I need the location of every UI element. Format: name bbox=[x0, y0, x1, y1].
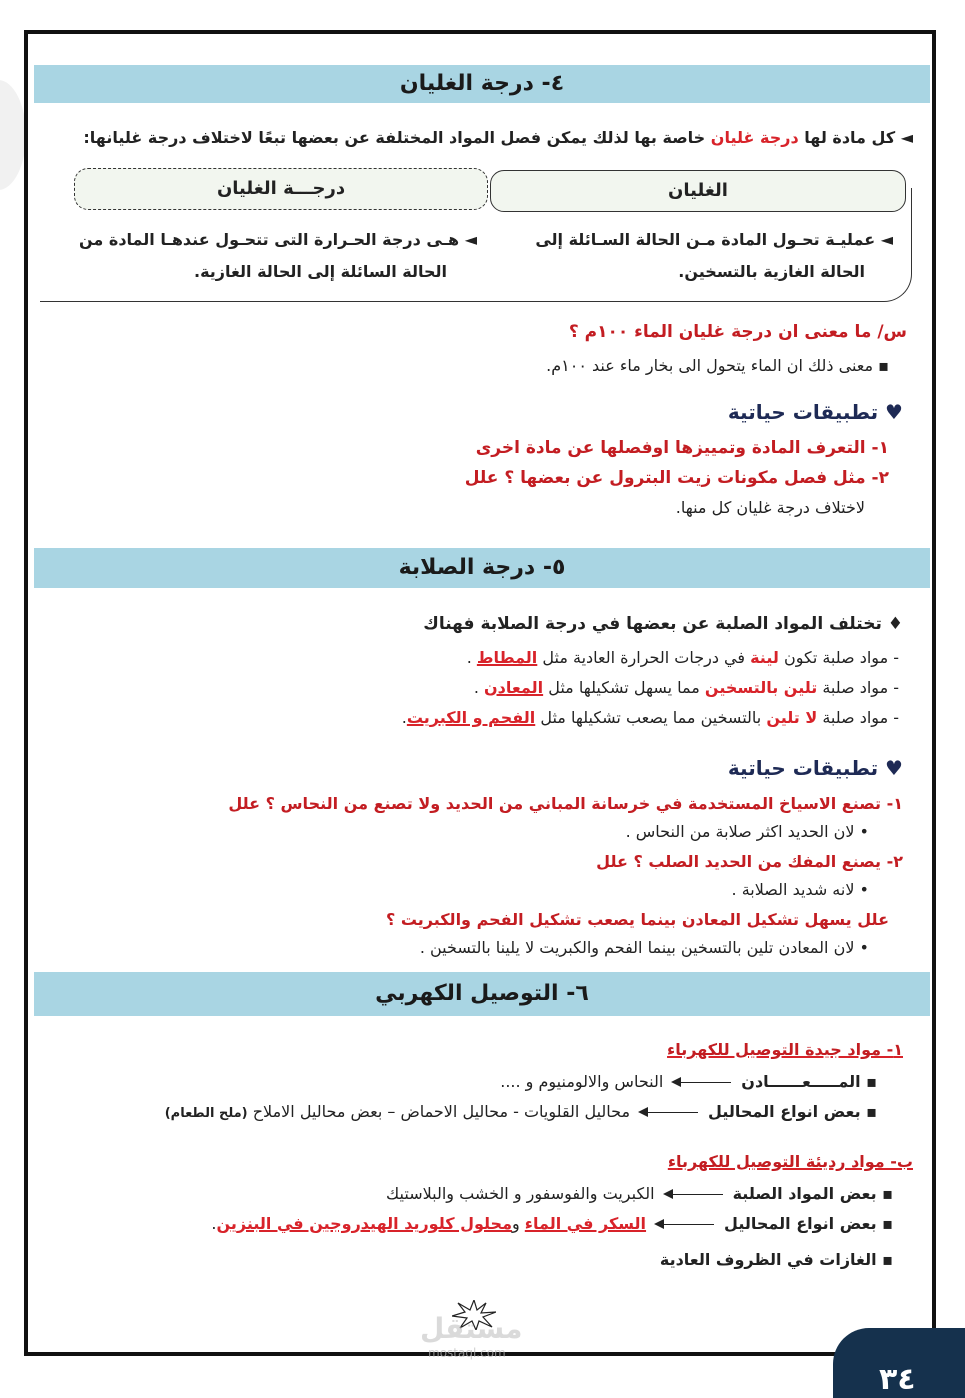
def-boiling-point-line1: ◄ هـى درجة الحـرارة التى تتحـول عندهـا المادة من bbox=[79, 230, 477, 249]
hardness-question-3-answer: • لان المعادن تلين بالتسخين بينما الفحم والكبريت لا يلينا بالتسخين . bbox=[419, 938, 869, 957]
definition-box-boiling-point: درجـــة الغليان bbox=[74, 168, 488, 210]
life-apps-title-1: ♥ تطبيقات حياتية bbox=[727, 400, 903, 424]
boiling-intro: ◄ كل مادة لها درجة غليان خاصة بها لذلك يمكن فصل المواد المختلفة عن بعضها تبعًا لاختلاف درجة غليانها: bbox=[83, 128, 913, 147]
good-conductors-solutions: ▪ بعض انواع المحاليلمحاليل القلويات - محاليل الاحماض – بعض محاليل الاملاح (ملح الطعام) bbox=[164, 1102, 877, 1121]
hardness-app-1: ١- تصنع الاسياخ المستخدمة في خرسانة المباني من الحديد ولا تصنع من النحاس ؟ علل bbox=[228, 794, 903, 813]
hardness-app-2: ٢- يصنع المفك من الحديد الصلب ؟ علل bbox=[596, 852, 903, 871]
boiling-app-2-answer: لاختلاف درجة غليان كل منها. bbox=[675, 498, 865, 517]
watermark-url: mostaql.com bbox=[428, 1346, 506, 1360]
def-boiling-line2: الحالة الغازية بالتسخين. bbox=[678, 262, 865, 281]
bad-conductors-title: ب- مواد رديئة التوصيل للكهرباء bbox=[667, 1152, 913, 1171]
good-conductors-metals: ▪ المـــــعــــــادنالنحاس والالومنيوم و .... bbox=[500, 1072, 877, 1091]
section-title: ٦- التوصيل الكهربي bbox=[375, 981, 589, 1006]
boiling-app-2: ٢- مثل فصل مكونات زيت البترول عن بعضها ؟ علل bbox=[464, 468, 889, 488]
arrow-icon bbox=[673, 1082, 731, 1083]
arrow-icon bbox=[640, 1112, 698, 1113]
section-title: ٤- درجة الغليان bbox=[399, 71, 565, 96]
boiling-app-1: ١- التعرف المادة وتمييزها اوفصلها عن مادة اخرى bbox=[475, 438, 889, 458]
life-apps-title-2: ♥ تطبيقات حياتية bbox=[727, 756, 903, 780]
hardness-intro: ♦ تختلف المواد الصلبة عن بعضها في درجة الصلابة فهناك bbox=[423, 614, 903, 634]
def-boiling-point-line2: الحالة السائلة إلى الحالة الغازية. bbox=[194, 262, 447, 281]
section-header-boiling-point bbox=[34, 65, 930, 103]
watermark-logo: مستقل bbox=[420, 1312, 523, 1345]
hardness-question-3: علل يسهل تشكيل المعادن بينما يصعب تشكيل الفحم والكبريت ؟ bbox=[385, 910, 889, 929]
page-number: ٣٤ bbox=[879, 1362, 916, 1397]
section-title: ٥- درجة الصلابة bbox=[398, 555, 566, 580]
def-boiling-line1: ◄ عمليـة تحـول المادة مـن الحالة السـائلة إلى bbox=[535, 230, 893, 249]
section-header-hardness bbox=[34, 548, 930, 588]
definition-box-boiling: الغليان bbox=[490, 170, 906, 212]
bad-conductors-solids: ▪ بعض المواد الصلبةالكبريت والفوسفور و الخشب والبلاستيك bbox=[386, 1184, 893, 1203]
question-water-boiling: س/ ما معنى ان درجة غليان الماء ١٠٠م ؟ bbox=[568, 322, 907, 342]
arrow-icon bbox=[665, 1194, 723, 1195]
section-header-conduction bbox=[34, 972, 930, 1016]
hardness-line-malleable: - مواد صلبة تلين بالتسخين مما يسهل تشكيلها مثل المعادن . bbox=[473, 678, 899, 697]
good-conductors-title: ١- مواد جيدة التوصيل للكهرباء bbox=[667, 1040, 903, 1059]
edge-shadow bbox=[0, 80, 26, 190]
hardness-app-1-answer: • لان الحديد اكثر صلابة من النحاس . bbox=[625, 822, 869, 841]
arrow-icon bbox=[656, 1224, 714, 1225]
answer-water-boiling: ▪ معنى ذلك ان الماء يتحول الى بخار ماء عند ١٠٠م. bbox=[546, 356, 889, 375]
bad-conductors-solutions: ▪ بعض انواع المحاليلالسكر في الماء ومحلول كلوريد الهيدروجين في البنزين. bbox=[211, 1214, 893, 1233]
hardness-app-2-answer: • لانه شديد الصلابة . bbox=[731, 880, 869, 899]
bad-conductors-gases: ▪ الغازات في الظروف العادية bbox=[659, 1250, 893, 1269]
hardness-line-soft: - مواد صلبة تكون لينة في درجات الحرارة العادية مثل المطاط . bbox=[466, 648, 899, 667]
hardness-line-hard: - مواد صلبة لا تلين بالتسخين مما يصعب تشكيلها مثل الفحم و الكبريت. bbox=[401, 708, 899, 727]
page-number-badge bbox=[833, 1328, 965, 1398]
